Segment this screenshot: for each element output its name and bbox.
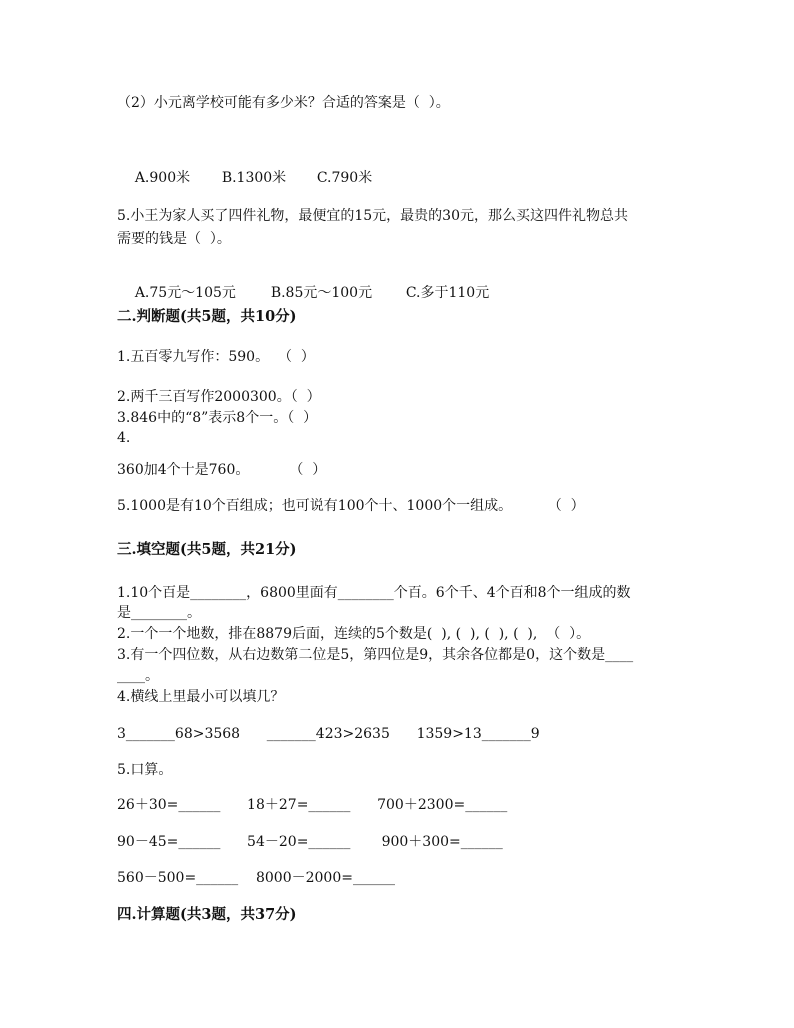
mental-math-row-3: 560－500=______ 8000－2000=______ [117,870,395,886]
judge-item-4-text: 360加4个十是760。 （ ） [117,462,327,478]
section-2-title: 二.判断题(共5题，共10分) [117,308,297,325]
question-2-options [117,151,372,205]
option-c: C.多于110元 [405,285,490,301]
section-4-title: 四.计算题(共3题，共37分) [117,906,297,923]
fill-item-3-line-2: ____。 [117,668,159,684]
option-c: C.790米 [316,170,373,186]
question-5-line-1: 5.小王为家人买了四件礼物，最便宜的15元，最贵的30元，那么买这四件礼物总共 [117,208,628,224]
fill-item-3-line-1: 3.有一个四位数，从右边数第二位是5，第四位是9，其余各位都是0，这个数是____ [117,647,634,663]
fill-item-1-line-2: 是________。 [117,605,201,621]
fill-item-5: 5.口算。 [117,762,173,778]
fill-item-2: 2.一个一个地数，排在8879后面，连续的5个数是( ), ( ), ( ), ( ), （ ）。 [117,626,591,642]
question-2-sub: （2）小元离学校可能有多少米？合适的答案是（ ）。 [117,95,450,111]
judge-item-2: 2.两千三百写作2000300。（ ） [117,389,321,405]
question-5-line-2: 需要的钱是（ ）。 [117,231,231,247]
mental-math-row-1: 26＋30=______ 18＋27=______ 700＋2300=______ [117,797,508,813]
mental-math-row-2: 90－45=______ 54－20=______ 900＋300=______ [117,834,503,850]
fill-item-1-line-1: 1.10个百是________，6800里面有________个百。6个千、4个百和8个一组成的数 [117,585,631,601]
judge-item-5: 5.1000是有10个百组成；也可说有100个十、1000个一组成。 （ ） [117,498,585,514]
judge-item-1: 1.五百零九写作：590。 （ ） [117,349,315,365]
section-3-title: 三.填空题(共5题，共21分) [117,541,297,558]
option-b: B.1300米 [221,170,287,186]
option-a: A.900米 [134,170,191,186]
judge-item-4-number: 4. [117,430,131,446]
fill-item-4: 4.横线上里最小可以填几？ [117,689,285,705]
fill-item-4-blanks: 3_______68>3568 _______423>2635 1359>13_______9 [117,726,540,742]
judge-item-3: 3.846中的“8”表示8个一。（ ） [117,410,318,426]
option-a: A.75元～105元 [134,285,236,301]
option-b: B.85元～100元 [270,285,373,301]
